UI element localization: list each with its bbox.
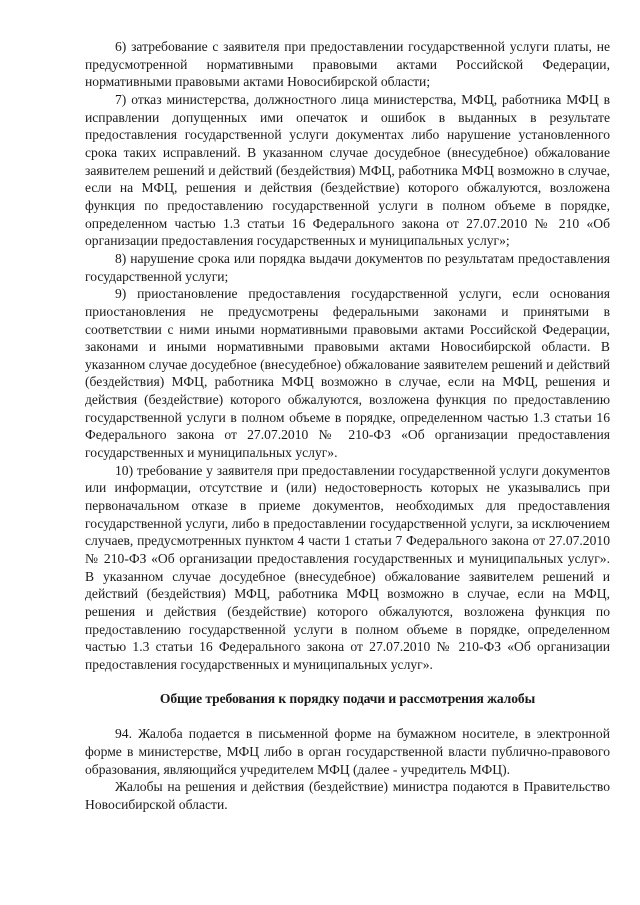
paragraph-94: 94. Жалоба подается в письменной форме на бумажном носителе, в электронной форме в министерстве, МФЦ либо в орган государственной власти публично-правового образования, являющийся учредителем МФЦ (далее - учредитель МФЦ). [85,726,610,777]
paragraph-complaints-minister: Жалобы на решения и действия (бездействие) министра подаются в Правительство Новосибирской области. [85,779,610,812]
document-page [85,38,610,814]
paragraph-item-8: 8) нарушение срока или порядка выдачи документов по результатам предоставления государственной услуги; [85,250,610,284]
paragraph-item-9: 9) приостановление предоставления государственной услуги, если основания приостановления не предусмотрены федеральными законами и принятыми в соответствии с ними иными нормативными правовыми актами Российской Федерации, законами и иными нормативными правовыми актами Новосибирской области. В указанном случае досудебное (внесудебное) обжалование заявителем решений и действий (бездействия) МФЦ, работника МФЦ возможно в случае, если на МФЦ, решения и действия (бездействие) которого обжалуются, возложена функция по предоставлению государственной услуги в полном объеме в порядке, определенном частью 1.3 статьи 16 Федерального закона от 27.07.2010 № 210-ФЗ «Об организации предоставления государственных и муниципальных услуг». [85,286,610,461]
paragraph-item-7: 7) отказ министерства, должностного лица министерства, МФЦ, работника МФЦ в исправлении допущенных ими опечаток и ошибок в выданных в результате предоставления государственной услуги документах либо нарушение установленного срока таких исправлений. В указанном случае досудебное (внесудебное) обжалование заявителем решений и действий (бездействия) МФЦ, работника МФЦ возможно в случае, если на МФЦ, решения и действия (бездействие) которого обжалуются, возложена функция по предоставлению государственной услуги в полном объеме в порядке, определенном частью 1.3 статьи 16 Федерального закона от 27.07.2010 № 210 «Об организации предоставления государственных и муниципальных услуг»; [85,91,610,249]
paragraph-item-6: 6) затребование с заявителя при предоставлении государственной услуги платы, не предусмотренной нормативными правовыми актами Российской Федерации, нормативными правовыми актами Новосибирской области; [85,39,610,90]
paragraph-item-10: 10) требование у заявителя при предоставлении государственной услуги документов или информации, отсутствие и (или) недостоверность которых не указывались при первоначальном отказе в приеме документов, необходимых для предоставления государственной услуги, либо в предоставлении государственной услуги, за исключением случаев, предусмотренных пунктом 4 части 1 статьи 7 Федерального закона от 27.07.2010 № 210-ФЗ «Об организации предоставления государственных и муниципальных услуг». В указанном случае досудебное (внесудебное) обжалование заявителем решений и действий (бездействия) МФЦ, работника МФЦ возможно в случае, если на МФЦ, решения и действия (бездействие) которого обжалуются, возложена функция по предоставлению государственной услуги в полном объеме в порядке, определенном частью 1.3 статьи 16 Федерального закона от 27.07.2010 № 210-ФЗ «Об организации предоставления государственных и муниципальных услуг». [85,462,610,672]
section-heading: Общие требования к порядку подачи и рассмотрения жалобы [159,690,536,706]
